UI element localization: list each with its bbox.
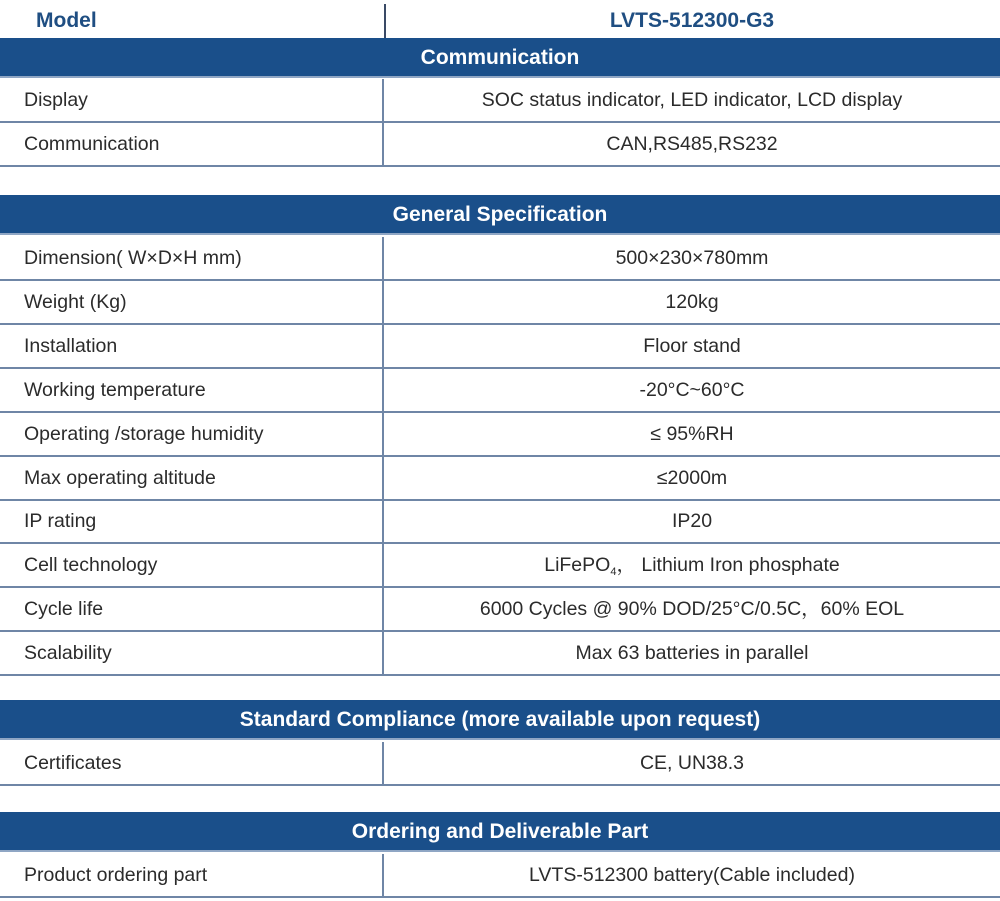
spec-row-cycle-life bbox=[0, 588, 1000, 632]
spec-key: Dimension( W×D×H mm) bbox=[24, 247, 242, 269]
spec-value: LVTS-512300 battery(Cable included) bbox=[529, 864, 855, 886]
spec-value: ≤2000m bbox=[656, 467, 728, 489]
spec-key: Weight (Kg) bbox=[24, 291, 127, 313]
spec-row-installation bbox=[0, 325, 1000, 369]
spec-row-display bbox=[0, 79, 1000, 123]
spec-value: 120kg bbox=[665, 291, 719, 313]
spec-key: Product ordering part bbox=[24, 864, 208, 886]
model-value: LVTS-512300-G3 bbox=[609, 9, 775, 32]
spec-row-altitude bbox=[0, 457, 1000, 501]
spec-value: 6000 Cycles @ 90% DOD/25°C/0.5C，60% EOL bbox=[479, 598, 905, 620]
spec-key: Cell technology bbox=[24, 554, 158, 576]
spec-key: Operating /storage humidity bbox=[24, 423, 264, 445]
spec-row-dimension bbox=[0, 237, 1000, 281]
spec-value: SOC status indicator, LED indicator, LCD display bbox=[481, 89, 903, 111]
spec-key: Max operating altitude bbox=[24, 467, 216, 489]
section-header-standard-compliance: Standard Compliance (more available upon request) bbox=[0, 700, 1000, 740]
spec-row-working-temperature bbox=[0, 369, 1000, 413]
spec-key: Installation bbox=[24, 335, 118, 357]
spec-row-cell-technology bbox=[0, 544, 1000, 588]
spec-row-scalability bbox=[0, 632, 1000, 676]
chemistry-description: ， Lithium Iron phosphate bbox=[616, 554, 840, 576]
section-header-ordering: Ordering and Deliverable Part bbox=[0, 812, 1000, 852]
spec-key: Scalability bbox=[24, 642, 112, 664]
spec-key: Cycle life bbox=[24, 598, 104, 620]
section-header-general-specification: General Specification bbox=[0, 195, 1000, 235]
spec-key: Display bbox=[24, 89, 88, 111]
spec-row-product-ordering-part bbox=[0, 854, 1000, 898]
spec-value: Max 63 batteries in parallel bbox=[575, 642, 809, 664]
spec-value: ≤ 95%RH bbox=[650, 423, 734, 445]
spec-value: Floor stand bbox=[643, 335, 741, 357]
spec-value: CAN,RS485,RS232 bbox=[606, 133, 778, 155]
spec-row-communication bbox=[0, 123, 1000, 167]
spec-value: CE, UN38.3 bbox=[639, 752, 745, 774]
spec-row-certificates bbox=[0, 742, 1000, 786]
spec-value: 500×230×780mm bbox=[615, 247, 769, 269]
chemistry-formula: LiFePO bbox=[544, 554, 611, 576]
model-row bbox=[0, 0, 1000, 40]
spec-row-ip-rating bbox=[0, 500, 1000, 544]
spec-value bbox=[384, 544, 1000, 593]
spec-value: -20°C~60°C bbox=[639, 379, 745, 401]
spec-key: IP rating bbox=[24, 510, 97, 532]
chemistry-subscript: 4 bbox=[610, 566, 617, 578]
spec-value: IP20 bbox=[671, 510, 713, 532]
spec-row-humidity bbox=[0, 413, 1000, 457]
model-label: Model bbox=[36, 9, 97, 32]
spec-key: Working temperature bbox=[24, 379, 206, 401]
spec-key: Certificates bbox=[24, 752, 122, 774]
section-header-communication: Communication bbox=[0, 38, 1000, 78]
spec-row-weight bbox=[0, 281, 1000, 325]
spec-key: Communication bbox=[24, 133, 160, 155]
